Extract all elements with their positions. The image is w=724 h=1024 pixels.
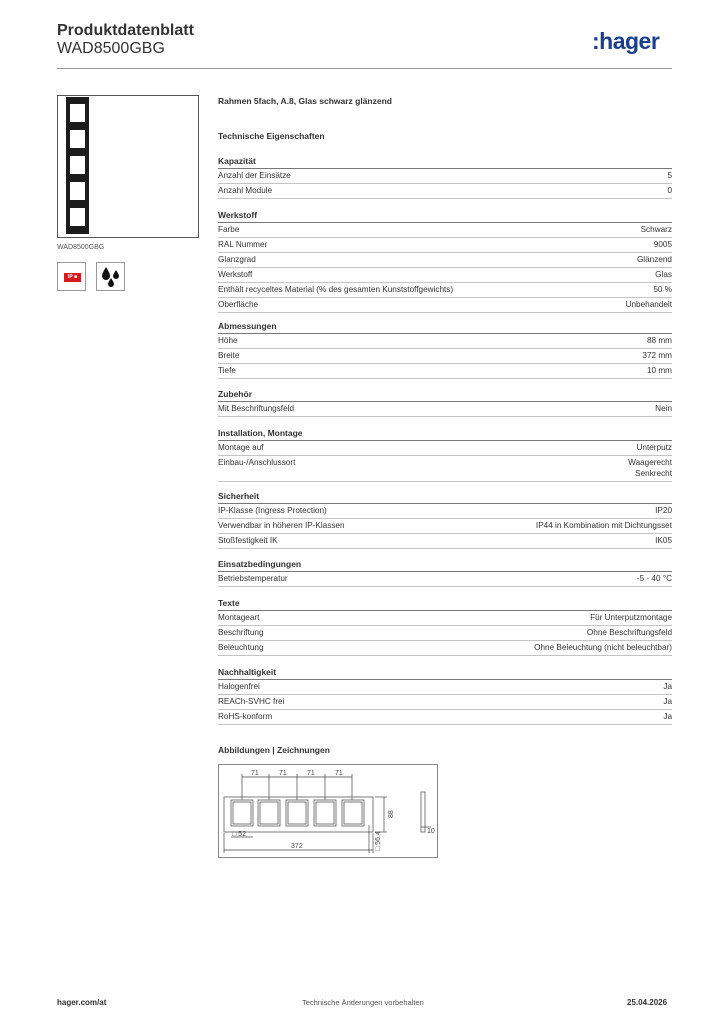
spec-label: RoHS-konform (218, 712, 273, 721)
spec-row (218, 298, 672, 313)
hager-logo: :hager (592, 28, 660, 54)
spec-value: Schwarz (640, 225, 672, 234)
header-divider (57, 68, 672, 69)
spec-row (218, 334, 672, 349)
section-title: Installation, Montage (218, 428, 303, 438)
spec-label: Mit Beschriftungsfeld (218, 404, 294, 413)
recycling-label-icon: IP ■ (57, 262, 86, 291)
spec-value: Ja (663, 682, 672, 691)
dim-pitch-2: 71 (279, 770, 287, 777)
spec-value: Ja (663, 712, 672, 721)
spec-row (218, 534, 672, 549)
footer-website: hager.com/at (57, 998, 107, 1007)
spec-row (218, 611, 672, 626)
section-title: Sicherheit (218, 491, 260, 501)
spec-row (218, 283, 672, 298)
spec-value: Ohne Beschriftungsfeld (586, 628, 672, 637)
spec-row (218, 364, 672, 379)
spec-label: Anzahl Module (218, 186, 273, 195)
dim-inner: □ 56,4 (375, 831, 382, 851)
spec-value: IK05 (655, 536, 672, 545)
spec-label: Tiefe (218, 366, 236, 375)
section-title: Nachhaltigkeit (218, 667, 277, 677)
spec-label: Werkstoff (218, 270, 253, 279)
dimension-drawing (218, 764, 438, 858)
spec-value: 50 % (653, 285, 672, 294)
spec-label: Anzahl der Einsätze (218, 171, 291, 180)
spec-label: Einbau-/Anschlussort (218, 458, 296, 467)
drawings-heading: Abbildungen | Zeichnungen (218, 745, 330, 755)
spec-value: 0 (667, 186, 672, 195)
spec-label: Höhe (218, 336, 238, 345)
dim-depth: 10 (427, 828, 435, 835)
spec-value: Unbehandelt (625, 300, 672, 309)
spec-label: Beschriftung (218, 628, 264, 637)
spec-label: Stoßfestigkeit IK (218, 536, 278, 545)
spec-value: Ohne Beleuchtung (nicht beleuchtbar) (534, 643, 672, 652)
spec-label: Montage auf (218, 443, 264, 452)
spec-value: 10 mm (646, 366, 672, 375)
spec-label: Breite (218, 351, 240, 360)
spec-row (218, 169, 672, 184)
document-subtitle: WAD8500GBG (57, 40, 165, 57)
spec-label: RAL Nummer (218, 240, 268, 249)
product-image-caption: WAD8500GBG (57, 244, 105, 251)
spec-row (218, 441, 672, 456)
spec-value-secondary: Senkrecht (635, 469, 672, 478)
section-title: Texte (218, 598, 240, 608)
spec-value: Waagerecht (628, 458, 672, 467)
spec-label: Glanzgrad (218, 255, 256, 264)
spec-row (218, 680, 672, 695)
spec-row (218, 695, 672, 710)
spec-value: Nein (655, 404, 672, 413)
spec-row (218, 223, 672, 238)
footer-date: 25.04.2026 (627, 998, 668, 1007)
spec-value: Glas (655, 270, 672, 279)
spec-label: Verwendbar in höheren IP-Klassen (218, 521, 345, 530)
spec-label: REACh-SVHC frei (218, 697, 285, 706)
spec-row (218, 253, 672, 268)
spec-value: IP20 (655, 506, 672, 515)
spec-label: Betriebstemperatur (218, 574, 288, 583)
section-title: Einsatzbedingungen (218, 559, 302, 569)
spec-row (218, 572, 672, 587)
technical-properties-heading: Technische Eigenschaften (218, 131, 325, 141)
section-title: Zubehör (218, 389, 252, 399)
spec-row (218, 710, 672, 725)
dim-height: 88 (388, 810, 395, 818)
spec-row (218, 349, 672, 364)
spec-label: Farbe (218, 225, 240, 234)
section-title: Werkstoff (218, 210, 258, 220)
section-title: Abmessungen (218, 321, 277, 331)
document-title: Produktdatenblatt (57, 22, 194, 39)
spec-value: 88 mm (646, 336, 672, 345)
spec-label: Beleuchtung (218, 643, 264, 652)
spec-value: Ja (663, 697, 672, 706)
dim-pitch-1: 71 (251, 770, 259, 777)
spec-row (218, 402, 672, 417)
spec-row (218, 519, 672, 534)
spec-value: 5 (667, 171, 672, 180)
dim-pitch-3: 71 (307, 770, 315, 777)
spec-label: Oberfläche (218, 300, 259, 309)
spec-row (218, 184, 672, 199)
dim-width: 372 (291, 843, 303, 850)
footer-note: Technische Änderungen vorbehalten (302, 998, 424, 1007)
spec-value: 9005 (653, 240, 672, 249)
spec-value: -5 - 40 °C (636, 574, 672, 583)
spec-value: IP44 in Kombination mit Dichtungsset (535, 521, 672, 530)
spec-value: Unterputz (636, 443, 672, 452)
spec-row (218, 238, 672, 253)
spec-label: Montageart (218, 613, 260, 622)
spec-row (218, 641, 672, 656)
spec-row (218, 268, 672, 283)
water-drops-icon (96, 262, 125, 291)
spec-label: Enthält recyceltes Material (% des gesamten Kunststoffgewichts) (218, 285, 454, 294)
dim-pitch-4: 71 (335, 770, 343, 777)
spec-row (218, 504, 672, 519)
spec-row (218, 626, 672, 641)
spec-label: IP-Klasse (Ingress Protection) (218, 506, 327, 515)
spec-value: Für Unterputzmontage (590, 613, 672, 622)
spec-row (218, 456, 672, 482)
section-title: Kapazität (218, 156, 256, 166)
product-name: Rahmen 5fach, A.8, Glas schwarz glänzend (218, 96, 392, 106)
dim-opening: □ 52 (232, 831, 246, 838)
spec-value: 372 mm (642, 351, 672, 360)
spec-value: Glänzend (636, 255, 672, 264)
spec-label: Halogenfrei (218, 682, 260, 691)
product-image (66, 97, 89, 234)
